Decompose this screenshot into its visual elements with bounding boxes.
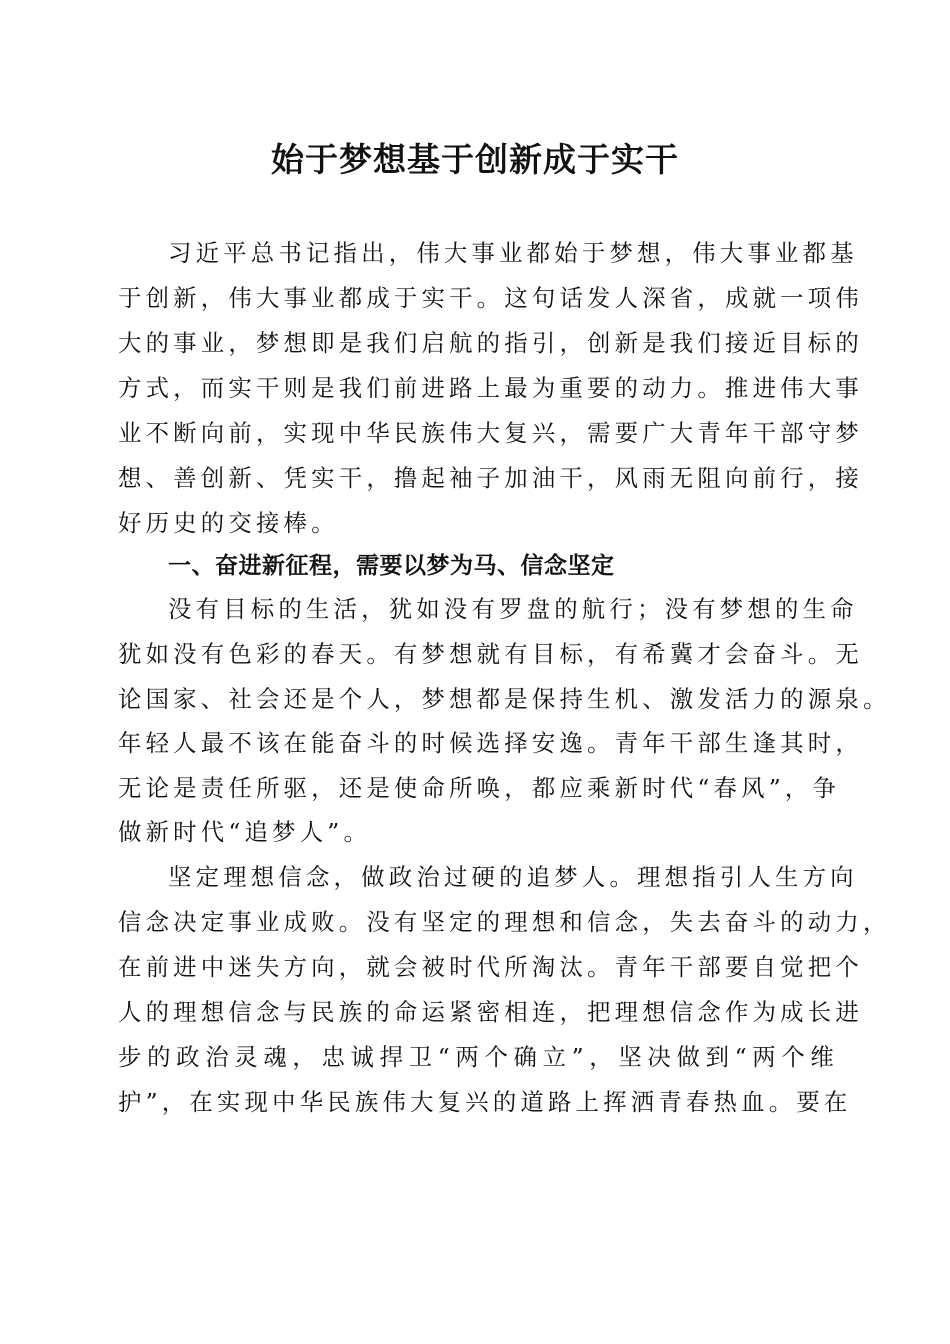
text-line: 步的政治灵魂，忠诚捍卫“两个确立”，坚决做到“两个维 (118, 1043, 838, 1071)
text-line: 犹如没有色彩的春天。有梦想就有目标，有希冀才会奋斗。无 (118, 640, 863, 668)
text-line: 坚定理想信念，做政治过硬的追梦人。理想指引人生方向 (168, 863, 858, 891)
text-line: 好历史的交接棒。 (118, 509, 339, 537)
text-line: 没有目标的生活，犹如没有罗盘的航行；没有梦想的生命 (168, 595, 858, 623)
text-line: 于创新，伟大事业都成于实干。这句话发人深省，成就一项伟 (118, 284, 863, 312)
text-line: 护”，在实现中华民族伟大复兴的道路上挥洒青春热血。要在 (118, 1088, 852, 1116)
text-line: 论国家、社会还是个人，梦想都是保持生机、激发活力的源泉。 (118, 685, 891, 713)
text-line: 人的理想信念与民族的命运紧密相连，把理想信念作为成长进 (118, 998, 863, 1026)
section-heading: 一、奋进新征程，需要以梦为马、信念坚定 (168, 553, 615, 579)
text-line: 做新时代“追梦人”。 (118, 818, 372, 846)
text-line: 大的事业，梦想即是我们启航的指引，创新是我们接近目标的 (118, 329, 863, 357)
text-line: 年轻人最不该在能奋斗的时候选择安逸。青年干部生逢其时， (118, 729, 863, 757)
text-line: 想、善创新、凭实干，撸起袖子加油干，风雨无阻向前行，接 (118, 464, 863, 492)
text-line: 业不断向前，实现中华民族伟大复兴，需要广大青年干部守梦 (118, 419, 863, 447)
document-title: 始于梦想基于创新成于实干 (271, 140, 679, 179)
text-line: 在前进中迷失方向，就会被时代所淘汰。青年干部要自觉把个 (118, 953, 863, 981)
text-line: 无论是责任所驱，还是使命所唤，都应乘新时代“春风”，争 (118, 774, 841, 802)
text-line: 习近平总书记指出，伟大事业都始于梦想，伟大事业都基 (168, 239, 858, 267)
text-line: 方式，而实干则是我们前进路上最为重要的动力。推进伟大事 (118, 374, 863, 402)
text-line: 信念决定事业成败。没有坚定的理想和信念，失去奋斗的动力， (118, 908, 891, 936)
